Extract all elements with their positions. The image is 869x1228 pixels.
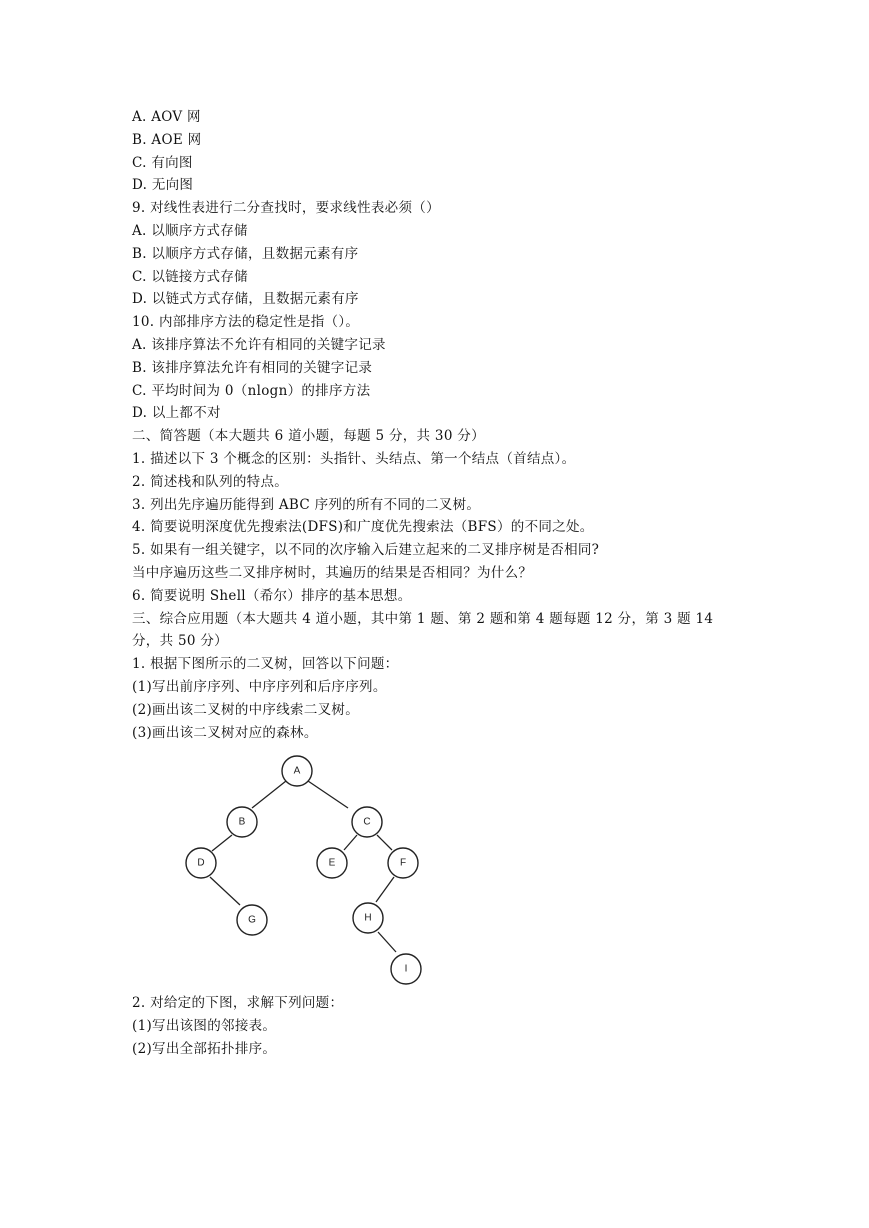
section-3-heading: 三、综合应用题（本大题共 4 道小题，其中第 1 题、第 2 题和第 4 题每题 12 分，第 3 题 14 — [132, 610, 714, 627]
app-q1: 1. 根据下图所示的二叉树，回答以下问题： — [132, 656, 399, 673]
edge-b-d — [212, 835, 232, 851]
section-3-heading-continued: 分，共 50 分） — [132, 633, 228, 650]
app-q1-part1: (1)写出前序序列、中序序列和后序序列。 — [132, 678, 387, 695]
edge-f-h — [376, 877, 394, 902]
node-e-label: E — [328, 857, 336, 869]
app-q2-part1: (1)写出该图的邻接表。 — [132, 1017, 277, 1034]
short-q2: 2. 简述栈和队列的特点。 — [132, 473, 289, 490]
app-q1-part2: (2)画出该二叉树的中序线索二叉树。 — [132, 701, 360, 718]
node-d-label: D — [197, 857, 205, 869]
edge-c-e — [344, 835, 357, 850]
q10-option-d: D. 以上都不对 — [132, 405, 221, 422]
node-a-label: A — [293, 765, 301, 777]
app-q2: 2. 对给定的下图，求解下列问题： — [132, 995, 344, 1011]
document-body-continued — [132, 992, 772, 1060]
short-q3: 3. 列出先序遍历能得到 ABC 序列的所有不同的二叉树。 — [132, 496, 481, 513]
app-q1-part3: (3)画出该二叉树对应的森林。 — [132, 724, 318, 741]
q9-option-c: C. 以链接方式存储 — [132, 268, 248, 285]
section-2-heading: 二、简答题（本大题共 6 道小题，每题 5 分，共 30 分） — [132, 428, 485, 445]
option-d-undirected: D. 无向图 — [132, 177, 194, 194]
short-q6: 6. 简要说明 Shell（希尔）排序的基本思想。 — [132, 587, 412, 604]
option-a-aov: A. AOV 网 — [132, 109, 201, 125]
node-b-label: B — [238, 816, 246, 828]
document-body — [132, 106, 772, 744]
question-10: 10. 内部排序方法的稳定性是指（）。 — [132, 314, 360, 331]
edge-a-c — [308, 781, 348, 808]
short-q5-continued: 当中序遍历这些二叉排序树时，其遍历的结果是否相同？为什么？ — [132, 564, 533, 581]
edge-h-i — [378, 932, 396, 952]
short-q1: 1. 描述以下 3 个概念的区别：头指针、头结点、第一个结点（首结点）。 — [132, 450, 576, 467]
q9-option-a: A. 以顺序方式存储 — [132, 222, 248, 239]
option-b-aoe: B. AOE 网 — [132, 131, 202, 148]
node-i-label: I — [404, 963, 408, 975]
app-q2-part2: (2)写出全部拓扑排序。 — [132, 1040, 277, 1057]
question-9: 9. 对线性表进行二分查找时，要求线性表必须（） — [132, 200, 440, 217]
q9-option-d: D. 以链式方式存储，且数据元素有序 — [132, 291, 359, 308]
q10-option-a: A. 该排序算法不允许有相同的关键字记录 — [132, 336, 386, 353]
q9-option-b: B. 以顺序方式存储，且数据元素有序 — [132, 245, 359, 262]
edge-d-g — [210, 877, 240, 905]
node-h-label: H — [364, 912, 372, 924]
node-f-label: F — [399, 857, 407, 869]
edge-a-b — [252, 781, 286, 808]
node-g-label: G — [248, 914, 256, 926]
edge-c-f — [377, 835, 392, 850]
q10-option-b: B. 该排序算法允许有相同的关键字记录 — [132, 359, 373, 376]
short-q5: 5. 如果有一组关键字，以不同的次序输入后建立起来的二叉排序树是否相同? — [132, 542, 600, 559]
node-c-label: C — [363, 816, 371, 828]
q10-option-c: C. 平均时间为 0（nlogn）的排序方法 — [132, 382, 371, 399]
short-q4: 4. 简要说明深度优先搜索法(DFS)和广度优先搜索法（BFS）的不同之处。 — [132, 519, 594, 536]
binary-tree-figure — [180, 752, 440, 988]
option-c-directed: C. 有向图 — [132, 154, 193, 171]
